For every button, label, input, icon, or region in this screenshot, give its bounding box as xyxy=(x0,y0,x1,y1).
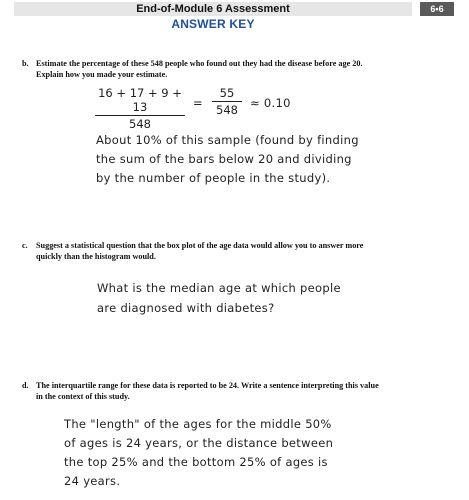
handwritten-answer-line: by the number of people in the study). xyxy=(96,171,331,185)
approx-symbol: ≈ xyxy=(250,96,260,110)
handwritten-answer-line: are diagnosed with diabetes? xyxy=(97,301,275,315)
question-letter: b. xyxy=(22,59,29,68)
fraction-bar xyxy=(95,115,185,116)
question-b-prompt xyxy=(22,58,446,80)
equals-sign: = xyxy=(193,96,203,110)
document-title: End-of-Module 6 Assessment xyxy=(14,2,412,16)
fraction-bar xyxy=(212,101,242,102)
question-letter: d. xyxy=(22,381,29,390)
handwritten-answer-line: of ages is 24 years, or the distance between xyxy=(64,436,334,450)
fraction-denominator: 548 xyxy=(129,117,151,131)
prompt-line: Suggest a statistical question that the box plot of the age data would allow you to answer more xyxy=(36,241,364,250)
module-badge: 6•6 xyxy=(420,2,454,16)
question-d-prompt xyxy=(22,380,446,402)
fraction-numerator: 16 + 17 + 9 + 13 xyxy=(98,86,182,114)
question-letter: c. xyxy=(22,241,28,250)
handwritten-answer-line: What is the median age at which people xyxy=(97,281,341,295)
fraction-simplified xyxy=(212,86,242,117)
prompt-line: Explain how you made your estimate. xyxy=(36,70,168,79)
handwritten-answer-line: the top 25% and the bottom 25% of ages is xyxy=(64,455,328,469)
prompt-line: quickly than the histogram would. xyxy=(36,252,156,261)
handwritten-answer-line: 24 years. xyxy=(64,474,121,488)
approx-result xyxy=(250,96,291,110)
answer-key-label: ANSWER KEY xyxy=(171,17,255,31)
prompt-line: in the context of this study. xyxy=(36,392,130,401)
fraction-numerator: 55 xyxy=(219,86,235,100)
fraction-sum xyxy=(95,86,185,131)
handwritten-answer-line: the sum of the bars below 20 and dividing xyxy=(96,152,352,166)
handwritten-answer-line: The "length" of the ages for the middle 50% xyxy=(64,417,332,431)
fraction-denominator: 548 xyxy=(216,103,238,117)
approx-value: 0.10 xyxy=(263,96,291,110)
prompt-line: The interquartile range for these data is reported to be 24. Write a sentence interpreting this value xyxy=(36,381,379,390)
page-header xyxy=(0,0,469,34)
handwritten-answer-line: About 10% of this sample (found by finding xyxy=(96,133,359,147)
question-c-prompt xyxy=(22,240,446,262)
prompt-line: Estimate the percentage of these 548 people who found out they had the disease before age 20. xyxy=(36,59,363,68)
